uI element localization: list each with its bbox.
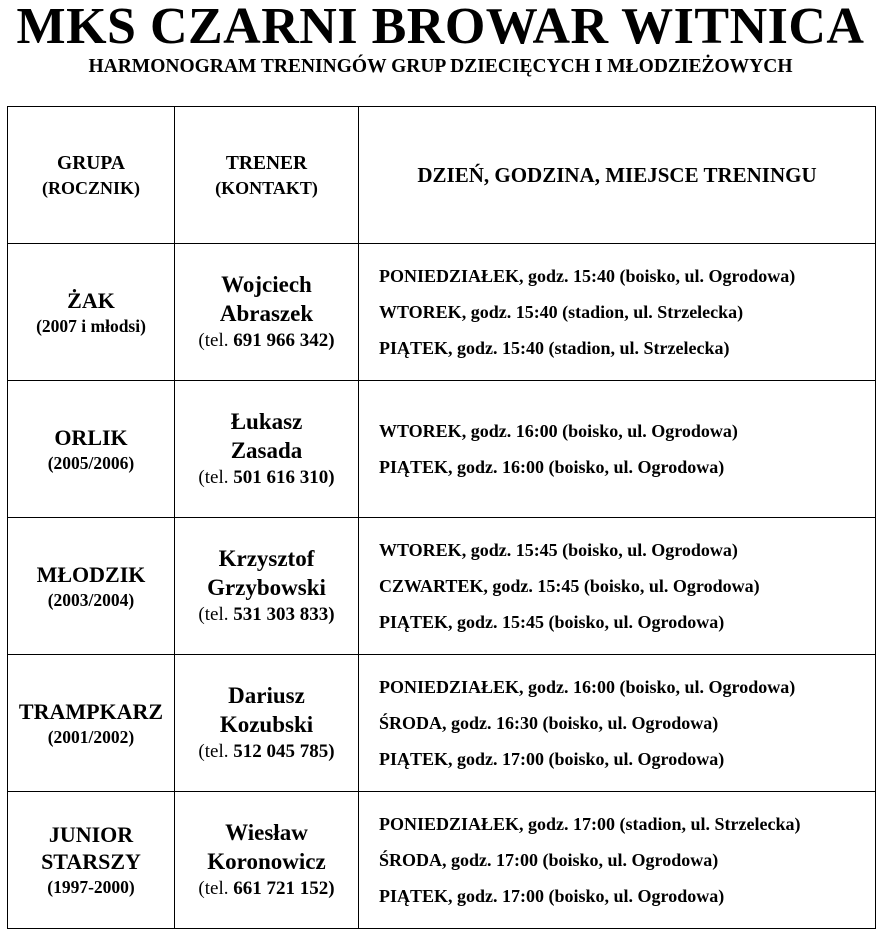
trainer-cell	[175, 518, 359, 655]
schedule-entry: WTOREK, godz. 16:00 (boisko, ul. Ogrodowa)	[379, 421, 738, 441]
header-trainer-sub: (KONTAKT)	[215, 177, 318, 198]
schedule-entry: PIĄTEK, godz. 17:00 (boisko, ul. Ogrodowa)	[379, 749, 725, 769]
trainer-first-name: Krzysztof	[218, 546, 315, 571]
trainer-last-name: Zasada	[230, 438, 303, 463]
group-years: (2005/2006)	[47, 452, 135, 473]
table-row	[8, 518, 876, 655]
group-name: TRAMPKARZ	[18, 698, 164, 724]
phone-number: 691 966 342)	[233, 330, 335, 351]
schedule-cell	[359, 518, 876, 655]
trainer-phone	[175, 876, 358, 902]
trainer-cell	[175, 244, 359, 381]
header-row	[8, 107, 876, 244]
schedule-entry: PIĄTEK, godz. 15:45 (boisko, ul. Ogrodowa)	[379, 612, 725, 632]
trainer-phone	[175, 602, 358, 628]
schedule-entry: CZWARTEK, godz. 15:45 (boisko, ul. Ogrodowa)	[379, 576, 760, 596]
schedule-entry: ŚRODA, godz. 17:00 (boisko, ul. Ogrodowa)	[379, 850, 719, 870]
trainer-phone	[175, 739, 358, 765]
schedule-entry: WTOREK, godz. 15:45 (boisko, ul. Ogrodowa)	[379, 540, 738, 560]
page-subtitle: HARMONOGRAM TRENINGÓW GRUP DZIECIĘCYCH I MŁODZIEŻOWYCH	[88, 56, 793, 77]
trainer-last-name: Kozubski	[219, 712, 314, 737]
schedule-cell	[359, 792, 876, 929]
header-trainer	[175, 107, 359, 244]
group-cell	[8, 244, 175, 381]
phone-prefix: (tel.	[198, 878, 229, 899]
schedule-entry: PIĄTEK, godz. 15:40 (stadion, ul. Strzelecka)	[379, 338, 730, 358]
group-name: JUNIOR	[48, 822, 134, 847]
header-group-label: GRUPA	[57, 152, 125, 174]
header-group-sub: (ROCZNIK)	[42, 177, 140, 198]
trainer-last-name: Abraszek	[219, 301, 314, 326]
trainer-last-name: Grzybowski	[207, 575, 326, 600]
schedule-entry: PONIEDZIAŁEK, godz. 16:00 (boisko, ul. Ogrodowa)	[379, 677, 796, 697]
trainer-first-name: Wiesław	[225, 820, 308, 845]
trainer-last-name: Koronowicz	[207, 849, 326, 874]
trainer-cell	[175, 381, 359, 518]
schedule-entry: PONIEDZIAŁEK, godz. 15:40 (boisko, ul. Ogrodowa)	[379, 266, 796, 286]
trainer-cell	[175, 792, 359, 929]
phone-prefix: (tel.	[198, 330, 229, 351]
group-years: (2001/2002)	[47, 726, 135, 747]
phone-number: 501 616 310)	[233, 467, 335, 488]
trainer-first-name: Łukasz	[230, 409, 303, 434]
schedule-entry: PIĄTEK, godz. 16:00 (boisko, ul. Ogrodowa)	[379, 457, 725, 477]
schedule-entry: WTOREK, godz. 15:40 (stadion, ul. Strzelecka)	[379, 302, 744, 322]
group-cell	[8, 518, 175, 655]
trainer-phone	[175, 465, 358, 491]
phone-prefix: (tel.	[198, 604, 229, 625]
group-years: (2007 i młodsi)	[36, 315, 146, 336]
schedule-cell	[359, 655, 876, 792]
header-group	[8, 107, 175, 244]
group-name: MŁODZIK	[36, 561, 146, 587]
trainer-cell	[175, 655, 359, 792]
table-row	[8, 381, 876, 518]
schedule-entry: PIĄTEK, godz. 17:00 (boisko, ul. Ogrodowa)	[379, 886, 725, 906]
phone-prefix: (tel.	[198, 741, 229, 762]
phone-prefix: (tel.	[198, 467, 229, 488]
schedule-cell	[359, 244, 876, 381]
trainer-first-name: Dariusz	[228, 683, 305, 708]
group-cell	[8, 381, 175, 518]
group-name: ORLIK	[54, 424, 128, 450]
schedule-entry: ŚRODA, godz. 16:30 (boisko, ul. Ogrodowa)	[379, 713, 719, 733]
page-title: MKS CZARNI BROWAR WITNICA	[16, 0, 865, 55]
phone-number: 661 721 152)	[233, 878, 335, 899]
table-row	[8, 244, 876, 381]
group-cell	[8, 792, 175, 929]
group-name: ŻAK	[67, 287, 115, 313]
group-years: (2003/2004)	[47, 589, 135, 610]
header-schedule: DZIEŃ, GODZINA, MIEJSCE TRENINGU	[359, 107, 876, 244]
schedule-entry: PONIEDZIAŁEK, godz. 17:00 (stadion, ul. Strzelecka)	[379, 814, 801, 834]
phone-number: 512 045 785)	[233, 741, 335, 762]
training-schedule-table	[7, 106, 876, 929]
table-row	[8, 655, 876, 792]
schedule-cell	[359, 381, 876, 518]
trainer-first-name: Wojciech	[221, 272, 312, 297]
header-trainer-label: TRENER	[225, 152, 308, 174]
group-cell	[8, 655, 175, 792]
table-row	[8, 792, 876, 929]
phone-number: 531 303 833)	[233, 604, 335, 625]
group-name: STARSZY	[41, 849, 141, 874]
table-body	[8, 244, 876, 929]
group-years: (1997-2000)	[47, 877, 135, 897]
trainer-phone	[175, 328, 358, 354]
